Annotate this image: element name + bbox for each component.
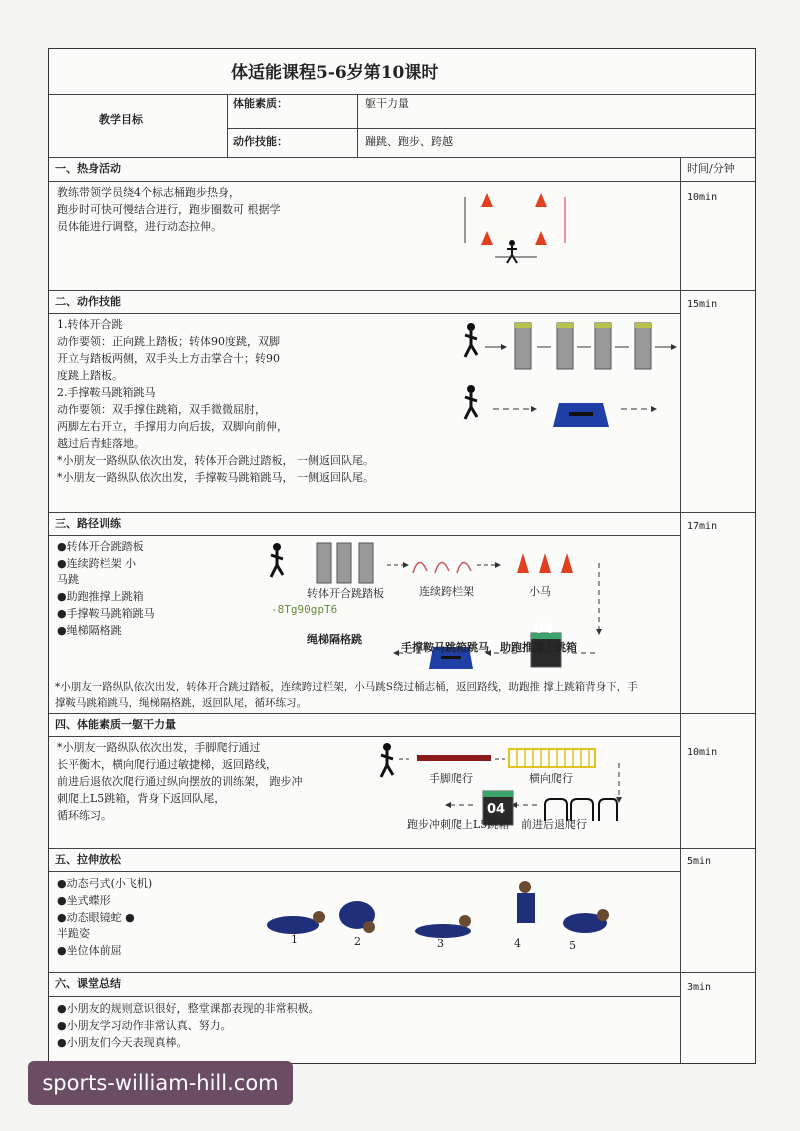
skills-diagram — [459, 319, 679, 429]
stretch-bullet: ●动态弓式(小飞机) — [57, 877, 153, 890]
divider — [49, 181, 755, 182]
pose-number: 3 — [437, 937, 444, 950]
path-label: 转体开合跳踏板 — [307, 587, 384, 600]
summary-bullet: ●小朋友的规则意识很好，整堂课都表现的非常积极。 — [57, 1002, 320, 1015]
core-line: 循环练习。 — [57, 809, 112, 822]
path-bullet: 马跳 — [57, 573, 79, 586]
skills-line: *小朋友一路纵队依次出发，转体开合跳过踏板， 一侧返回队尾。 — [57, 454, 374, 467]
divider — [49, 736, 680, 737]
divider — [49, 996, 680, 997]
path-note-line: *小朋友一路纵队依次出发，转体开合跳过踏板，连续跨过栏架，小马跳S绕过桶志桶，返回路线，助跑推 撑上跳箱背身下，手 — [55, 681, 638, 693]
summary-bullet: ●小朋友们今天表现真棒。 — [57, 1036, 188, 1049]
core-label: 跑步冲刺爬上L5跳箱 — [407, 818, 510, 831]
skills-line: 越过后青蛙落地。 — [57, 437, 145, 450]
pose-number: 2 — [354, 935, 361, 948]
path-bullet: ●转体开合跳踏板 — [57, 540, 144, 553]
divider — [49, 535, 680, 536]
time-column-header: 时间/分钟 — [687, 162, 735, 175]
section-time-stretch: 5min — [687, 856, 712, 867]
goals-label: 教学目标 — [99, 113, 143, 126]
skills-line: 1.转体开合跳 — [57, 318, 123, 331]
box-number: 04 — [487, 802, 506, 817]
core-line: *小朋友一路纵队依次出发，手脚爬行通过 — [57, 741, 261, 754]
warmup-line: 跑步时可快可慢结合进行，跑步圈数可 根据学 — [57, 203, 281, 216]
section-title-warmup: 一、热身活动 — [55, 162, 121, 175]
skills-line: 度跳上踏板。 — [57, 369, 123, 382]
core-label: 前进后退爬行 — [521, 818, 587, 831]
section-title-path: 三、路径训练 — [55, 517, 121, 530]
stretch-bullet: 半跪姿 — [57, 927, 90, 940]
warmup-cones-diagram — [461, 183, 579, 267]
divider — [49, 972, 755, 973]
path-label: 助跑推撑上跳箱 — [500, 641, 577, 654]
divider — [49, 157, 755, 158]
stretch-bullet: ●坐式蝶形 — [57, 894, 111, 907]
path-label: 小马 — [529, 585, 551, 598]
stretch-bullet: ●动态眼镜蛇 ● — [57, 911, 135, 924]
section-title-stretch: 五、拉伸放松 — [55, 853, 121, 866]
watermark-link[interactable]: sports-william-hill.com — [28, 1061, 293, 1105]
path-label: 绳梯隔格跳 — [307, 633, 362, 646]
divider — [49, 848, 755, 849]
section-time-summary: 3min — [687, 982, 712, 993]
skills-line: 动作要领：正向跳上踏板；转体90度跳，双脚 — [57, 335, 280, 348]
divider — [49, 713, 755, 714]
divider — [227, 94, 228, 157]
section-time-warmup: 10min — [687, 192, 718, 203]
lesson-plan-sheet — [48, 48, 756, 1064]
stretch-poses-illustration — [263, 875, 608, 955]
skill-value: 蹦跳、跑步、跨越 — [365, 135, 453, 148]
core-line: 前进后退依次爬行通过纵向摆放的训练架， 跑步冲 — [57, 775, 303, 788]
box-number: 04 — [534, 621, 554, 637]
core-line: 长平衡木，横向爬行通过敏捷梯，返回路线， — [57, 758, 277, 771]
divider — [49, 290, 755, 291]
pose-number: 1 — [291, 933, 298, 946]
path-bullet: ●连续跨栏架 小 — [57, 557, 137, 570]
core-label: 手脚爬行 — [429, 772, 473, 785]
path-label: 手撑鞍马跳箱跳马 — [401, 641, 489, 654]
section-time-core: 10min — [687, 747, 718, 758]
section-time-skills: 15min — [687, 299, 718, 310]
skill-label: 动作技能： — [233, 135, 288, 148]
section-title-summary: 六、课堂总结 — [55, 977, 121, 990]
summary-bullet: ●小朋友学习动作非常认真、努力。 — [57, 1019, 232, 1032]
fitness-label: 体能素质： — [233, 97, 288, 110]
core-line: 刺爬上L5跳箱，背身下返回队尾， — [57, 792, 226, 805]
path-bullet: ●绳梯隔格跳 — [57, 624, 122, 637]
stretch-bullet: ●坐位体前屈 — [57, 944, 122, 957]
path-bullet: ●手撑鞍马跳箱跳马 — [57, 607, 155, 620]
path-label: 连续跨栏架 — [419, 585, 474, 598]
section-title-core: 四、体能素质一躯干力量 — [55, 718, 176, 731]
warmup-line: 员体能进行调整，进行动态拉伸。 — [57, 220, 222, 233]
core-label: 横向爬行 — [529, 772, 573, 785]
divider — [357, 94, 358, 157]
skills-line: 两脚左右开立，手撑用力向后拔，双脚向前伸， — [57, 420, 288, 433]
fitness-value: 躯干力量 — [365, 97, 409, 110]
divider — [49, 512, 755, 513]
skills-line: 开立与踏板两侧，双手头上方击掌合十；转90 — [57, 352, 280, 365]
skills-line: *小朋友一路纵队依次出发，手撑鞍马跳箱跳马， 一侧返回队尾。 — [57, 471, 374, 484]
path-note-line: 撑鞍马跳箱跳马，绳梯隔格跳，返回队尾，循环练习。 — [55, 697, 307, 709]
warmup-line: 教练带领学员绕4个标志桶跑步热身， — [57, 186, 240, 199]
divider — [49, 313, 680, 314]
path-bullet: ●助跑推撑上跳箱 — [57, 590, 144, 603]
pose-number: 4 — [514, 937, 521, 950]
pose-number: 5 — [569, 939, 576, 952]
section-title-skills: 二、动作技能 — [55, 295, 121, 308]
divider — [49, 871, 680, 872]
divider — [680, 157, 681, 1063]
page-title: 体适能课程5-6岁第10课时 — [231, 63, 439, 83]
section-time-path: 17min — [687, 521, 718, 532]
path-label: -8Tg90gpT6 — [271, 603, 338, 616]
skills-line: 动作要领：双手撑住跳箱，双手微微屈肘， — [57, 403, 266, 416]
skills-line: 2.手撑鞍马跳箱跳马 — [57, 386, 156, 399]
divider — [227, 128, 755, 129]
